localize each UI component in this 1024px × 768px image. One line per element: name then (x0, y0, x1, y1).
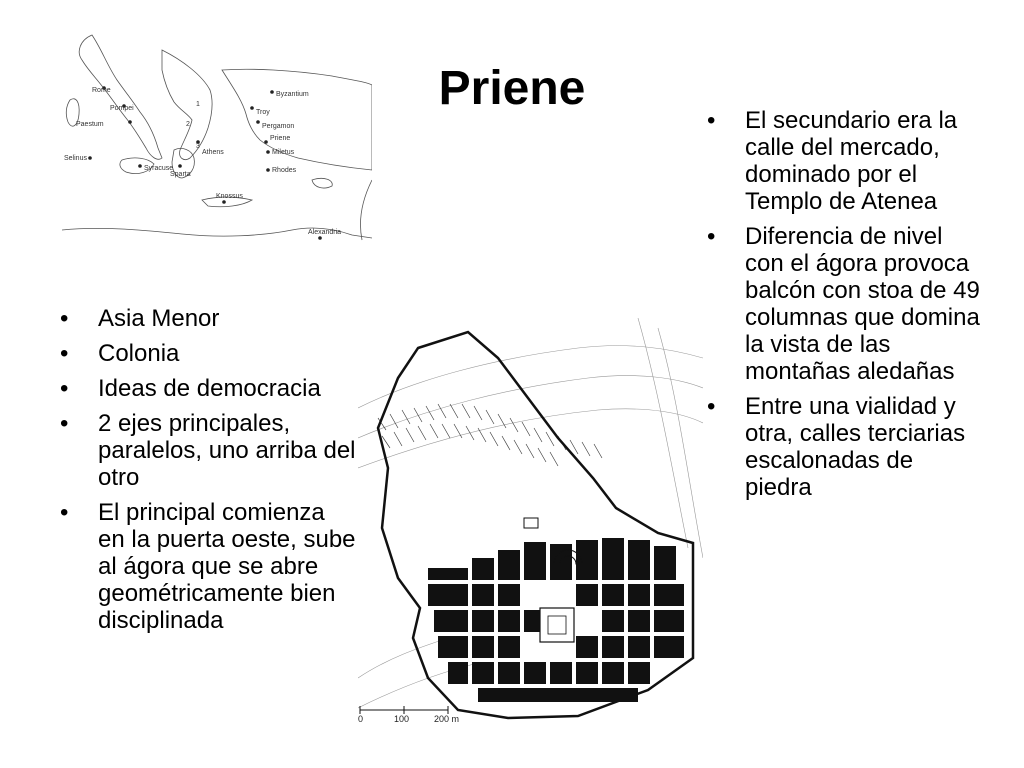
agora (540, 608, 574, 642)
scale-label-200: 200 m (434, 714, 460, 723)
bullet-item: • Ideas de democracia (58, 375, 358, 402)
slide-title: Priene (438, 62, 586, 116)
bullet-item: • 2 ejes principales, paralelos, uno arriba del otro (58, 410, 358, 491)
map-label-miletus: Miletus (272, 149, 295, 156)
map-label-priene: Priene (270, 135, 291, 142)
right-bullet-list (705, 107, 985, 509)
scale-label-0: 0 (358, 714, 364, 723)
bullet-item: • Asia Menor (58, 305, 358, 332)
map-number-label: 2 (186, 121, 190, 128)
bullet-item: • El secundario era la calle del mercado, dominado por el Templo de Atenea (705, 107, 985, 215)
map-label-pergamon: Pergamon (262, 123, 295, 130)
left-bullet-list (58, 305, 358, 642)
map-label-rome: Rome (92, 87, 111, 94)
map-label-paestum: Paestum (76, 121, 104, 128)
map-label-alexandria: Alexandria (308, 229, 342, 236)
map-number-label: 3 (196, 143, 200, 150)
map-label-troy: Troy (256, 109, 270, 116)
scale-label-100: 100 (394, 714, 410, 723)
map-number-label: 1 (196, 101, 200, 108)
scale-bar (358, 706, 459, 723)
map-label-athens: Athens (202, 149, 224, 156)
map-label-sparta: Sparta (170, 171, 191, 178)
mediterranean-map (62, 30, 372, 260)
map-label-pompei: Pompei (110, 105, 134, 112)
map-label-selinus: Selinus (64, 155, 87, 162)
bullet-item: • Entre una vialidad y otra, calles terciarias escalonadas de piedra (705, 393, 985, 501)
map-label-byzantium: Byzantium (276, 91, 309, 98)
map-label-knossus: Knossus (216, 193, 243, 200)
bullet-item: • Colonia (58, 340, 358, 367)
bullet-item: • El principal comienza en la puerta oeste, sube al ágora que se abre geométricamente bien disciplinada (58, 499, 358, 634)
map-label-syracuse: Syracuse (144, 165, 174, 172)
map-label-rhodes: Rhodes (272, 167, 297, 174)
bullet-item: • Diferencia de nivel con el ágora provoca balcón con stoa de 49 columnas que domina la vista de las montañas aledañas (705, 223, 985, 385)
priene-city-plan (358, 318, 703, 723)
